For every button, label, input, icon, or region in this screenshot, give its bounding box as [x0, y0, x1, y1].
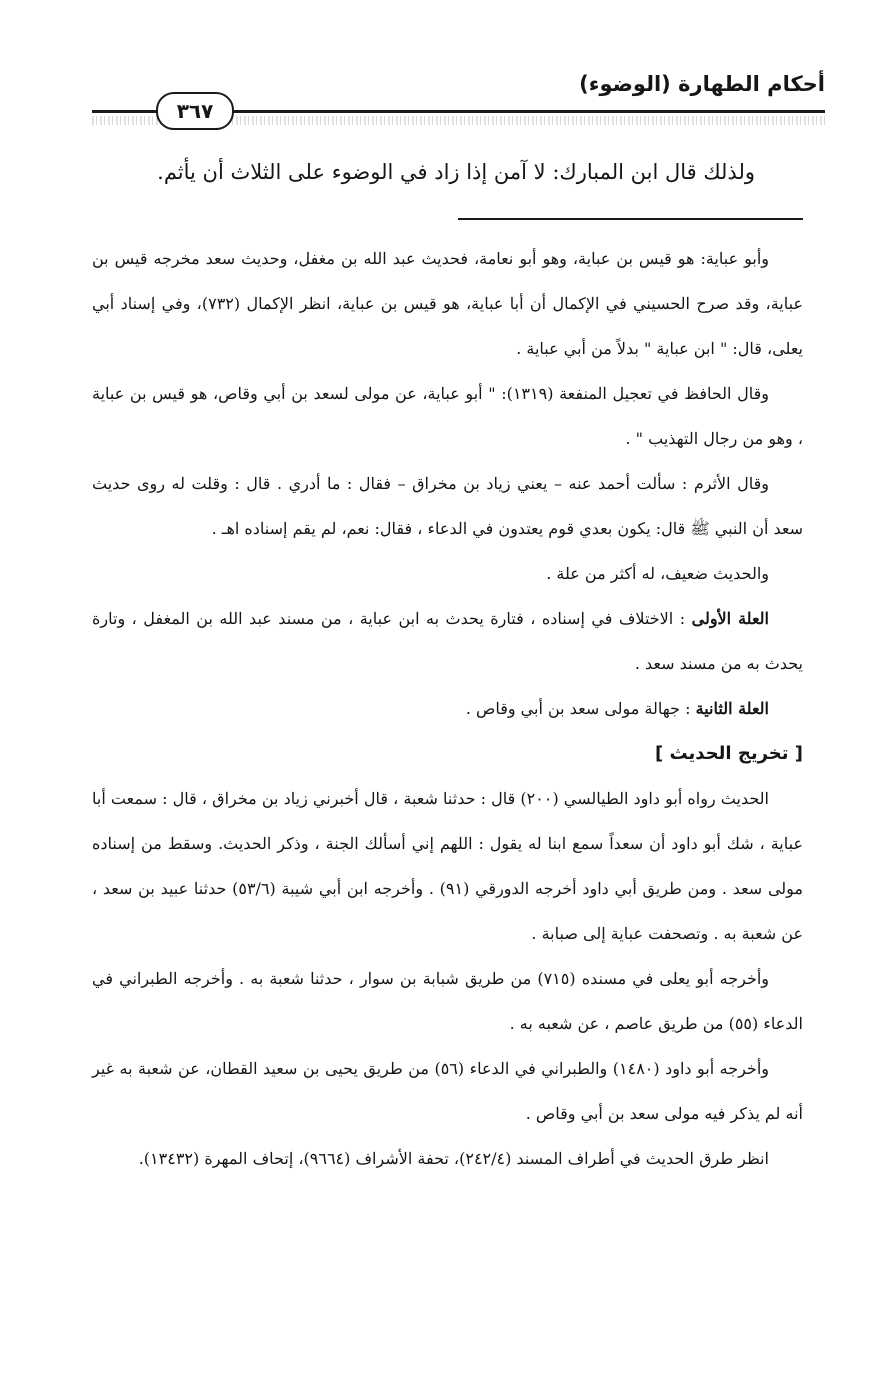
main-text-quote: ولذلك قال ابن المبارك: لا آمن إذا زاد في الوضوء على الثلاث أن يأثم.: [157, 160, 755, 184]
illa-label: العلة الثانية: [695, 699, 769, 718]
paragraph: والحديث ضعيف، له أكثر من علة .: [546, 564, 769, 583]
footnote-separator: [458, 218, 803, 220]
running-header-title: أحكام الطهارة (الوضوء): [579, 72, 825, 96]
section-heading: [ تخريج الحديث ]: [654, 743, 803, 764]
page-number: ٣٦٧: [156, 92, 234, 130]
paragraph: انظر طرق الحديث في أطراف المسند (٢٤٢/٤)، تحفة الأشراف (٩٦٦٤)، إتحاف المهرة (١٣٤٣٢).: [138, 1149, 769, 1168]
paragraph: وأخرجه أبو يعلى في مسنده (٧١٥) من طريق شبابة بن سوار ، حدثنا شعبة به . وأخرجه الطبراني في الدعاء (٥٥) من طريق عاصم ، عن شعبه به .: [92, 969, 803, 1033]
paragraph-illa-2: العلة الثانية : جهالة مولى سعد بن أبي وقاص .: [465, 699, 769, 718]
paragraph: وأخرجه أبو داود (١٤٨٠) والطبراني في الدعاء (٥٦) من طريق يحيى بن سعيد القطان، عن شعبة به غير أنه لم يذكر فيه مولى سعد بن أبي وقاص .: [92, 1059, 803, 1123]
paragraph-illa-1: العلة الأولى : الاختلاف في إسناده ، فتارة يحدث به ابن عباية ، من مسند عبد الله بن المغفل ، وتارة يحدث به من مسند سعد .: [92, 609, 803, 673]
paragraph: الحديث رواه أبو داود الطيالسي (٢٠٠) قال : حدثنا شعبة ، قال أخبرني زياد بن مخراق ، قال : سمعت أبا عباية ، شك أبو داود أن سعداً سمع ابنا له يقول : اللهم إني أسألك الجنة ، وذكر الحديث. وسقط من إسناده مولى سعد . ومن طريق أبي داود أخرجه الدورقي (٩١) . وأخرجه ابن أبي شيبة (٥٣/٦) حدثنا عبيد بن سعد ، عن شعبة به . وتصحفت عباية إلى صبابة .: [92, 789, 804, 943]
illa-label: العلة الأولى: [691, 609, 769, 628]
paragraph: وأبو عباية: هو قيس بن عباية، وهو أبو نعامة، فحديث عبد الله بن مغفل، وحديث سعد مخرجه قيس بن عباية، وقد صرح الحسيني في الإكمال أن أبا عباية، هو قيس بن عباية، انظر الإكمال (٧٣٢)، وفي إسناد أبي يعلى، قال: " ابن عباية " بدلاً من أبي عباية .: [92, 249, 804, 358]
footnote-body: [92, 236, 803, 1181]
paragraph: وقال الأثرم : سألت أحمد عنه – يعني زياد بن مخراق – فقال : ما أدري . قال : وقلت له روى حديث سعد أن النبي ﷺ قال: يكون بعدي قوم يعتدون في الدعاء ، فقال: نعم، لم يقم إسناده اهـ .: [92, 474, 803, 538]
paragraph: وقال الحافظ في تعجيل المنفعة (١٣١٩): " أبو عباية، عن مولى لسعد بن أبي وقاص، هو قيس بن عباية ، وهو من رجال التهذيب " .: [92, 384, 803, 448]
